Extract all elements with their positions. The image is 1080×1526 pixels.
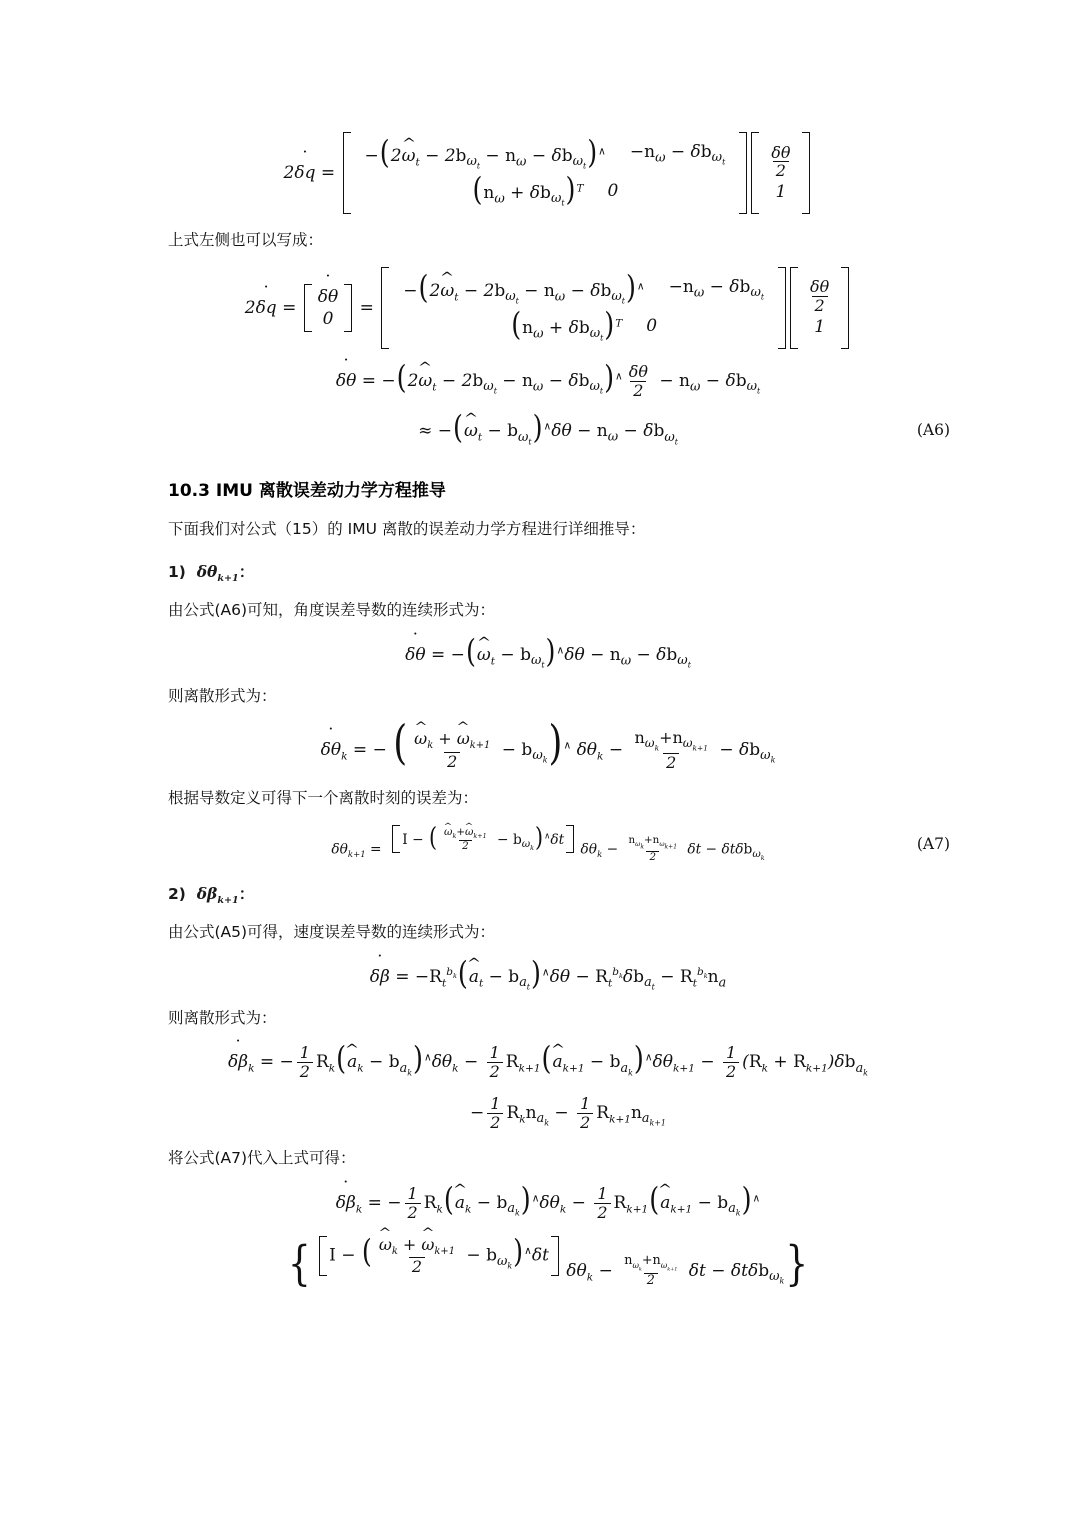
equation-A7: [168, 821, 950, 864]
list-item-2: [168, 882, 928, 906]
list-item-2-colon: ：: [238, 884, 255, 903]
equation-body: ˙ δθ = −(2^ $\omega_t - 2b_{\omega_t} - n_\omega - \delta b_{\omega_t})^\wedge$ $\frac{\delta\theta}{2}$ − $n_\omega - \delta b_{\omega_t}$: [336, 363, 760, 400]
list-item-1: [168, 560, 928, 584]
equation-2dq-first: [168, 132, 928, 214]
equation-continuous-theta: [168, 633, 928, 671]
page-content: [168, 118, 950, 1302]
section-heading-10-3: 10.3 IMU 离散误差动力学方程推导: [168, 481, 446, 502]
equation-body: 2˙ δq = −(2^ $\omega_t - 2b_{\omega_t} - n_\omega - \delta b_{\omega_t})^\wedge$ $-n_\omega - \delta b_{\omega_t}$ $(n_\omega + \delta b_{\omega_t})^T$ 0 $\frac{\delta\theta}{2}$ 1: [284, 132, 813, 214]
equation-A6: [168, 409, 950, 448]
paragraph-from-A6: 由公式(A6)可知，角度误差导数的连续形式为：: [168, 601, 496, 620]
equation-body: ˙ $\delta\beta_k$ = − $\frac{1}{2}$ $R_k(\^{}$ $a_k - b_{a_k})^\wedge\delta\theta_k$ − $\frac{1}{2}$ $R_{k+1}(\^{}$ $a_{k+1} - b_{a_k})^\wedge$: [336, 1185, 761, 1222]
paragraph-derivative-definition: 根据导数定义可得下一个离散时刻的误差为：: [168, 788, 479, 807]
list-item-1-label: 1): [168, 563, 186, 582]
equation-discrete-beta-line2: [168, 1095, 928, 1132]
list-item-2-label: 2): [168, 884, 186, 903]
equation-body: ≈ −(^ $\omega_t - b_{\omega_t})^\wedge\delta\theta - n_\omega - \delta b_{\omega_t}$: [418, 413, 678, 446]
equation-tag-A6: (A6): [916, 420, 950, 439]
paragraph-from-A5: 由公式(A5)可得，速度误差导数的连续形式为：: [168, 922, 496, 941]
list-item-1-subscript: k+1: [217, 573, 239, 585]
equation-continuous-beta: [168, 954, 928, 993]
equation-body: ˙ $\delta\beta = -R_t^{b_k}(\^{}$ $a_t - b_{a_t})^\wedge\delta\theta - R_t^{b_k}\delta b_{a_t} - R_t^{b_k}n_a$: [370, 959, 726, 992]
paragraph-intro: 下面我们对公式（15）的 IMU 离散的误差动力学方程进行详细推导：: [168, 520, 646, 539]
equation-body: − $\frac{1}{2}$ $R_kn_{a_k}$ − $\frac{1}{2}$ $R_{k+1}n_{a_{k+1}}$: [470, 1094, 666, 1133]
paragraph-substitute-A7: 将公式(A7)代入上式可得：: [168, 1148, 356, 1167]
paragraph-above-second-eq: 上式左侧也可以写成：: [168, 230, 324, 249]
list-item-1-colon: ：: [238, 563, 255, 582]
paragraph-discrete-form-2: 则离散形式为：: [168, 1008, 277, 1027]
list-item-2-subscript: k+1: [217, 894, 239, 906]
equation-body: ˙ $\delta\theta_k$ = − ( ^ $\frac{\omega_k + \^{} \omega_{k+1}}{2}$ − $b_{\omega_k})^\wedge$ $\delta\theta_k$ − $\frac{n_{\omega_k}+n_{\omega_{k+1}}}{2}$ − $\delta b_{\omega_k}$: [321, 723, 776, 772]
equation-discrete-beta-line1: [168, 1040, 928, 1082]
equation-body: ˙ δθ = −(^ $\omega_t - b_{\omega_t})^\wedge\delta\theta - n_\omega - \delta b_{\omega_t}$: [405, 637, 691, 670]
list-item-2-symbol: δβ: [196, 883, 218, 903]
equation-dtheta-expanded: [168, 358, 928, 400]
equation-tag-A7: (A7): [916, 835, 950, 854]
equation-discrete-theta-dot: [168, 716, 928, 772]
equation-body: ˙ $\delta\beta_k$ = − $\frac{1}{2}$ $R_k(\^{}$ $a_k - b_{a_k})^\wedge\delta\theta_k$ − $\frac{1}{2}$ $R_{k+1}(\^{}$ $a_{k+1} - b_{a_k})^\wedge\delta\theta_{k+1}$ − $\frac{1}{2}$ $(R_k + R_{k+1})\delta b_{a_k}$: [228, 1044, 868, 1081]
equation-substituted-beta-line1: [168, 1181, 928, 1222]
equation-substituted-beta-line2: [168, 1233, 928, 1291]
paragraph-discrete-form-1: 则离散形式为：: [168, 687, 277, 705]
equation-body: 2˙ δq = ˙ δθ 0 = −(2^ $\omega_t - 2b_{\omega_t} - n_\omega - \delta b_{\omega_t})^\wedge$ $-n_\omega - \delta b_{\omega_t}$ $(n_\omega + \delta b_{\omega_t})^T$ 0 $\frac{\delta\theta}{2}$ 1: [245, 267, 852, 349]
list-item-1-symbol: δθ: [196, 562, 218, 582]
equation-body: { I − ( ^ $\frac{\omega_k + \^{} \omega_{k+1}}{2}$ − $b_{\omega_k})^\wedge\delta t$ $\delta\theta_k$ − $\frac{n_{\omega_k}+n_{\omega_{k+1}}}{2}$ δt − δtδb$_{\omega_k}$}: [287, 1236, 809, 1289]
equation-2dq-second: [168, 267, 928, 349]
equation-body: $\delta\theta_{k+1}$ = I − ( ^ $\frac{\omega_k+\^{} \omega_{k+1}}{2}$ − $b_{\omega_k})^\wedge\delta t$ $\delta\theta_k$ − $\frac{n_{\omega_k}+n_{\omega_{k+1}}}{2}$ δt − δtδb$_{\omega_k}$: [331, 825, 764, 864]
